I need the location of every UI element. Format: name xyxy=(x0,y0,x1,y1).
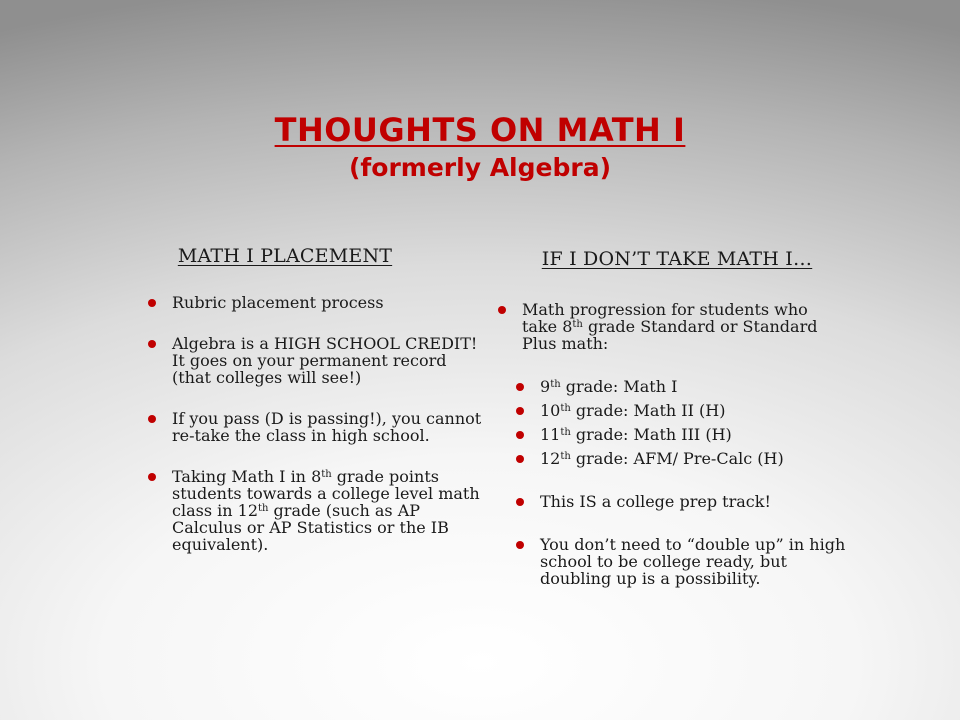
ordinal-suffix: th xyxy=(572,319,583,330)
list-item-text: Algebra is a HIGH SCHOOL CREDIT! It goes on your permanent record (that colleges will see!) xyxy=(172,334,478,387)
grade-item xyxy=(514,426,846,443)
list-item xyxy=(146,294,486,311)
grade-course: grade: Math III (H) xyxy=(570,425,732,444)
grade-number: 10 xyxy=(540,401,561,420)
list-item-text: Rubric placement process xyxy=(172,293,384,312)
ordinal-suffix: th xyxy=(550,379,561,390)
grade-number: 9 xyxy=(540,377,551,396)
list-item-text: This IS a college prep track! xyxy=(540,492,771,511)
list-item-text: Taking Math I in 8 xyxy=(172,467,322,486)
slide-title: THOUGHTS ON MATH I xyxy=(274,111,686,149)
list-item xyxy=(496,301,846,352)
placement-heading: MATH I PLACEMENT xyxy=(177,245,393,267)
ordinal-suffix: th xyxy=(560,403,571,414)
list-item-text: grade Standard or Standard Plus math: xyxy=(522,317,818,353)
grade-course: grade: Math II (H) xyxy=(570,401,726,420)
list-item-text: Math progression for students who take 8 xyxy=(522,300,808,336)
list-item xyxy=(514,493,846,510)
grade-course: grade: AFM/ Pre-Calc (H) xyxy=(570,449,784,468)
ordinal-suffix: th xyxy=(321,469,332,480)
ordinal-suffix: th xyxy=(560,427,571,438)
list-item-text: grade (such as AP Calculus or AP Statistics or the IB equivalent). xyxy=(172,501,449,554)
list-item-text: You don’t need to “double up” in high school to be college ready, but doubling up is a possibility. xyxy=(540,535,846,588)
list-item xyxy=(514,536,846,587)
list-item xyxy=(146,410,486,444)
ordinal-suffix: th xyxy=(560,451,571,462)
grade-item xyxy=(514,378,846,395)
placement-column xyxy=(146,244,486,577)
list-item xyxy=(146,468,486,553)
grade-number: 11 xyxy=(540,425,561,444)
grade-course: grade: Math I xyxy=(560,377,678,396)
list-item-text: If you pass (D is passing!), you cannot re-take the class in high school. xyxy=(172,409,482,445)
grade-item xyxy=(514,450,846,467)
list-item xyxy=(146,335,486,386)
progression-column xyxy=(496,247,846,613)
progression-list xyxy=(496,301,846,587)
slide-subtitle: (formerly Algebra) xyxy=(349,153,611,182)
slide-title-block xyxy=(0,108,960,184)
placement-list xyxy=(146,294,486,553)
grade-number: 12 xyxy=(540,449,561,468)
list-item-text: grade points students towards a college level math class in 12 xyxy=(172,467,480,520)
grade-item xyxy=(514,402,846,419)
ordinal-suffix: th xyxy=(258,503,269,514)
progression-heading: IF I DON’T TAKE MATH I… xyxy=(541,248,813,270)
